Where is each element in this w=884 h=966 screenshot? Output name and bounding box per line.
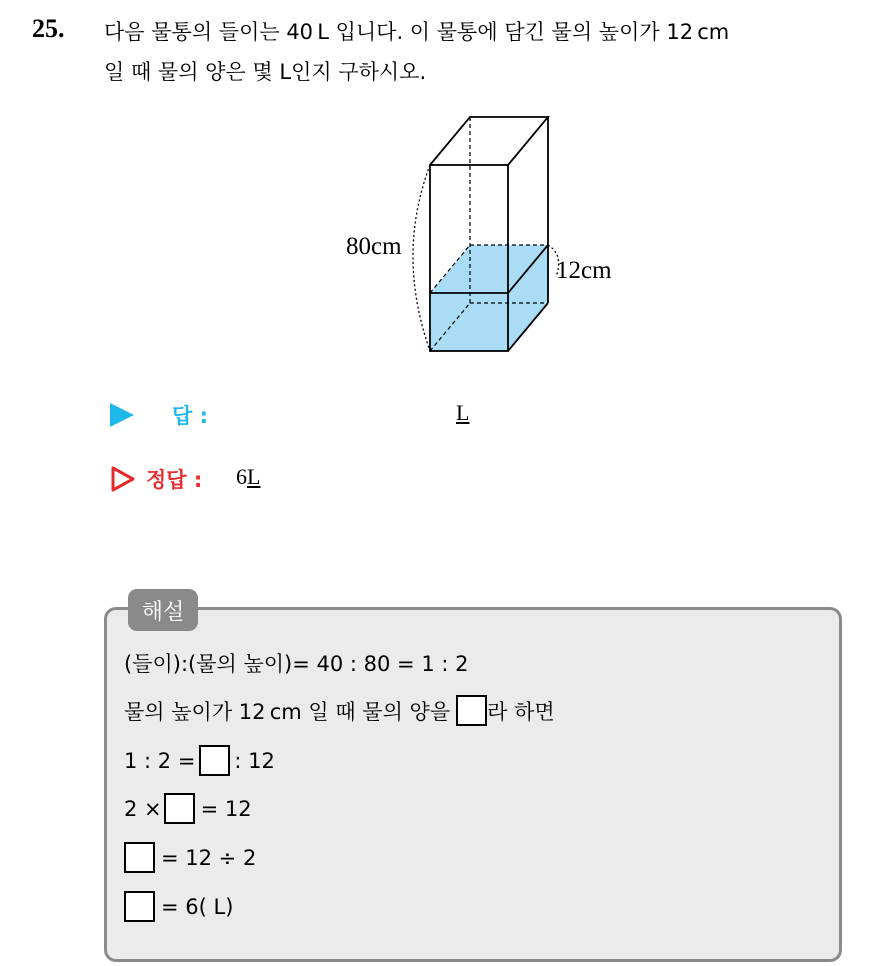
height-dimension-arc <box>413 165 430 351</box>
explanation-line3 <box>124 745 275 776</box>
ratio-text: (들이):(물의 높이)= 40 : 80 = 1 : 2 <box>124 652 469 676</box>
line2-text-b: 라 하면 <box>487 699 555 724</box>
explanation-tag: 해설 <box>128 589 198 631</box>
line2-text-a: 물의 높이가 12 cm 일 때 물의 양을 <box>124 699 451 724</box>
explanation-line5 <box>124 842 256 873</box>
question-number: 25. <box>32 14 65 43</box>
explanation-line4 <box>124 793 252 824</box>
correct-answer-value <box>236 464 260 490</box>
line3-text-b: : 12 <box>234 748 275 773</box>
blank-box <box>124 891 155 922</box>
line6-text-b: = 6( L) <box>161 894 234 919</box>
explanation-line6 <box>124 891 233 922</box>
correct-value-number: 6 <box>236 464 247 489</box>
play-triangle-icon <box>110 403 134 427</box>
correct-answer-label: 정답 : <box>146 468 203 492</box>
blank-box <box>164 793 195 824</box>
line4-text-a: 2 × <box>124 796 162 821</box>
line4-text-b: = 12 <box>200 796 252 821</box>
water-tank-figure <box>330 105 630 365</box>
water-height-label: 12cm <box>556 257 612 284</box>
blank-box <box>456 695 487 726</box>
question-text-line2: 일 때 물의 양은 몇 L인지 구하시오. <box>104 60 427 84</box>
explanation-line2 <box>124 695 555 726</box>
line5-text-b: = 12 ÷ 2 <box>161 845 257 870</box>
question-text-line1: 다음 물통의 들이는 40 L 입니다. 이 물통에 담긴 물의 높이가 12 cm <box>104 20 730 44</box>
water-front-face <box>430 293 508 351</box>
height-label: 80cm <box>346 233 402 260</box>
correct-answer-row <box>110 462 510 494</box>
blank-box <box>124 842 155 873</box>
answer-unit: L <box>456 400 470 425</box>
correct-value-unit: L <box>247 464 261 489</box>
answer-label: 답 : <box>172 404 208 428</box>
line3-text-a: 1 : 2 = <box>124 748 196 773</box>
answer-row <box>110 398 510 430</box>
outline-triangle-icon <box>110 465 136 493</box>
explanation-line1 <box>124 648 468 678</box>
blank-box <box>199 745 230 776</box>
